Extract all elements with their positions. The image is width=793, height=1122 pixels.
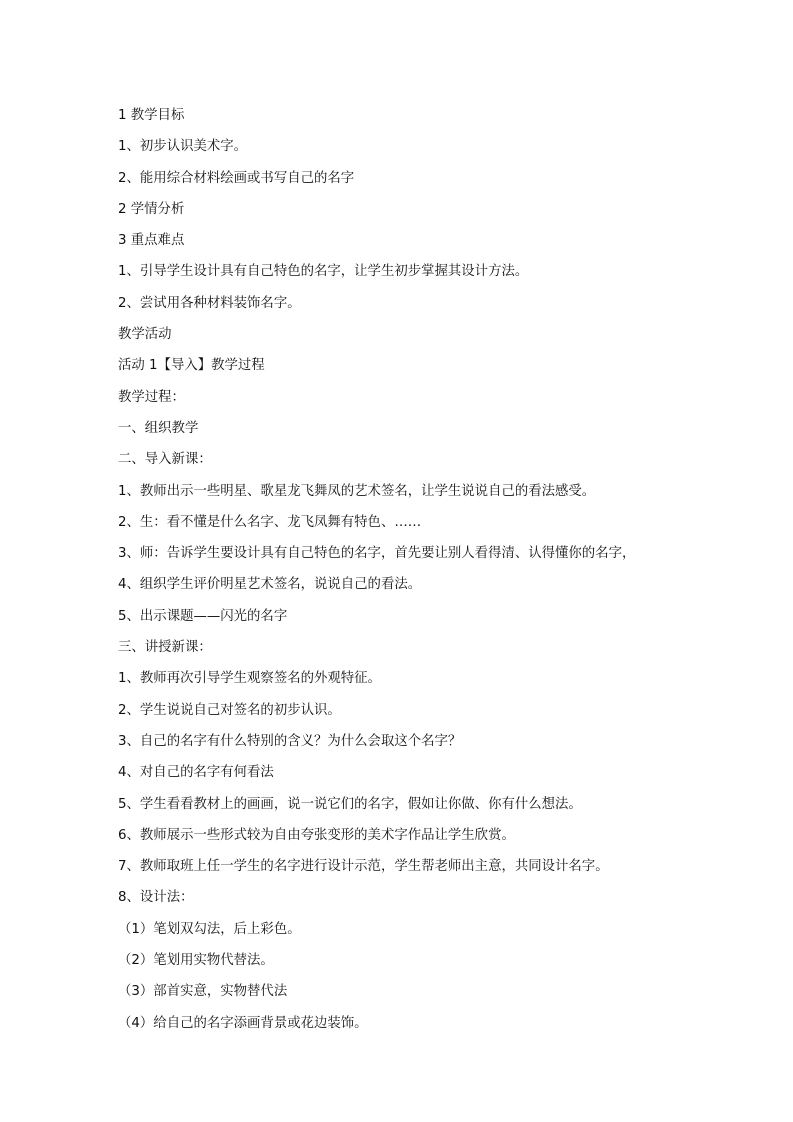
paragraph-line: 3、师：告诉学生要设计具有自己特色的名字，首先要让别人看得清、认得懂你的名字，: [118, 546, 636, 562]
paragraph-line: 1、引导学生设计具有自己特色的名字，让学生初步掌握其设计方法。: [118, 264, 529, 280]
paragraph-line: （3）部首实意，实物替代法: [118, 984, 288, 1000]
paragraph-line: 2、学生说说自己对签名的初步认识。: [118, 702, 341, 718]
paragraph-line: 2、能用综合材料绘画或书写自己的名字: [118, 170, 355, 186]
paragraph-line: 1、教师再次引导学生观察签名的外观特征。: [118, 671, 381, 687]
document-body: [118, 100, 738, 1039]
paragraph-line: 6、教师展示一些形式较为自由夸张变形的美术字作品让学生欣赏。: [118, 827, 515, 843]
paragraph-line: 4、组织学生评价明星艺术签名，说说自己的看法。: [118, 577, 422, 593]
section-heading-teaching-goals: 1 教学目标: [118, 108, 185, 123]
paragraph-line: 3、自己的名字有什么特别的含义？为什么会取这个名字？: [118, 733, 462, 749]
paragraph-line: （1）笔划双勾法，后上彩色。: [118, 921, 301, 937]
section-heading-student-analysis: 2 学情分析: [118, 201, 185, 217]
paragraph-line: 5、学生看看教材上的画画，说一说它们的名字，假如让你做、你有什么想法。: [118, 796, 582, 812]
section-heading-key-points: 3 重点难点: [118, 233, 185, 249]
paragraph-line: （4）给自己的名字添画背景或花边装饰。: [118, 1015, 368, 1031]
paragraph-line: 三、讲授新课：: [118, 640, 212, 656]
paragraph-line: 2、生：看不懂是什么名字、龙飞凤舞有特色、……: [118, 514, 422, 530]
paragraph-line: 2、尝试用各种材料装饰名字。: [118, 295, 301, 311]
paragraph-line: 1、教师出示一些明星、歌星龙飞舞凤的艺术签名，让学生说说自己的看法感受。: [118, 483, 596, 499]
paragraph-line: 二、导入新课：: [118, 452, 212, 468]
paragraph-line: 教学过程：: [118, 389, 185, 405]
paragraph-line: 1、初步认识美术字。: [118, 139, 248, 155]
paragraph-line: 8、设计法：: [118, 890, 194, 906]
paragraph-line: 一、组织教学: [118, 420, 199, 436]
section-heading-teaching-activities: 教学活动: [118, 327, 172, 343]
activity-heading: 活动 1【导入】教学过程: [118, 358, 265, 374]
paragraph-line: 5、出示课题——闪光的名字: [118, 608, 288, 624]
paragraph-line: 7、教师取班上任一学生的名字进行设计示范，学生帮老师出主意，共同设计名字。: [118, 859, 609, 875]
paragraph-line: 4、对自己的名字有何看法: [118, 765, 274, 781]
paragraph-line: （2）笔划用实物代替法。: [118, 953, 274, 969]
